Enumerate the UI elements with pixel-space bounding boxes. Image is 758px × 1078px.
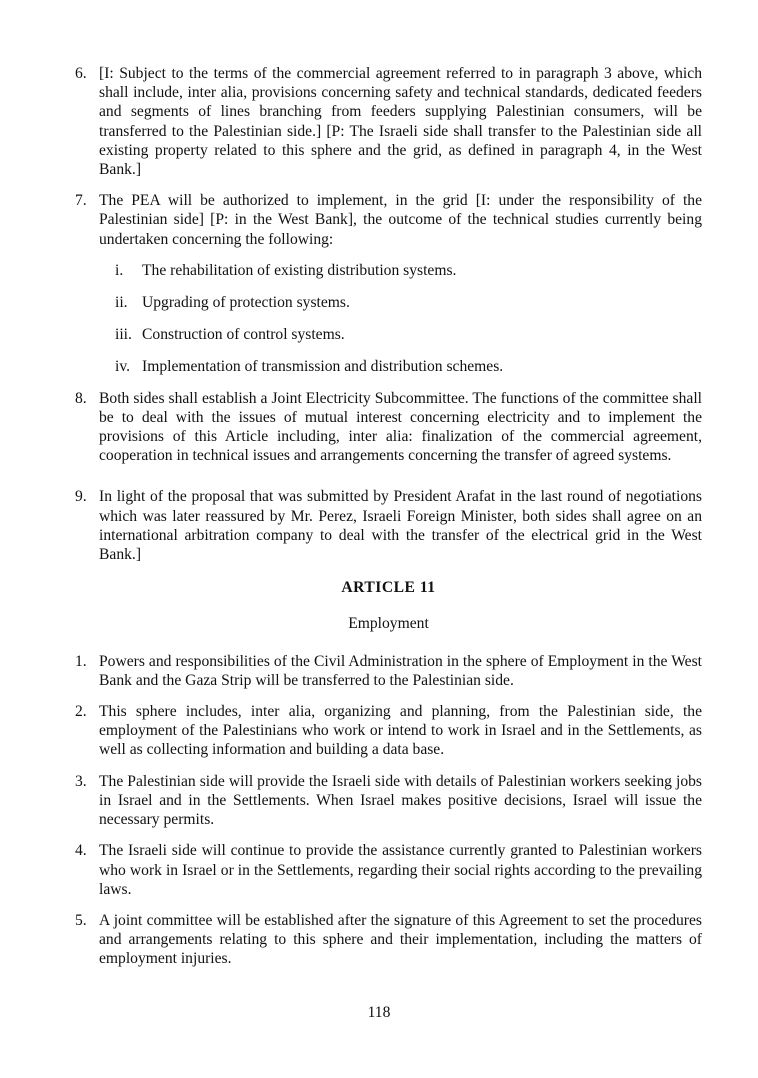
sub-item-text: Implementation of transmission and distribution schemes. xyxy=(142,358,504,376)
numbered-item-9 xyxy=(75,487,702,564)
item-marker: 2. xyxy=(75,703,87,721)
sub-item-marker: i. xyxy=(115,261,124,279)
sub-item-i xyxy=(115,261,702,280)
numbered-item-8 xyxy=(75,389,702,466)
numbered-item-5 xyxy=(75,911,702,969)
sub-item-iii xyxy=(115,325,702,344)
sub-item-text: The rehabilitation of existing distribution systems. xyxy=(142,261,457,279)
numbered-item-4 xyxy=(75,841,702,899)
item-marker: 7. xyxy=(75,192,87,210)
item-marker: 1. xyxy=(75,652,87,670)
sub-item-marker: iii. xyxy=(115,326,132,344)
item-marker: 9. xyxy=(75,488,87,506)
sub-item-text: Construction of control systems. xyxy=(142,326,345,344)
item-text: [I: Subject to the terms of the commercial agreement referred to in paragraph 3 above, which shall include, inter alia, provisions concerning safety and technical standards, dedicated feeders and segments of lines branching from feeders supplying Palestinian consumers, will be transferred to the Palestinian side.] [P: The Israeli side shall transfer to the Palestinian side all existing property related to this sphere and the grid, as defined in paragraph 4, in the West Bank.] xyxy=(99,65,702,179)
article-heading: ARTICLE 11 xyxy=(341,579,436,597)
item-marker: 8. xyxy=(75,389,87,407)
item-marker: 5. xyxy=(75,911,87,929)
sub-item-iv xyxy=(115,357,702,376)
document-page xyxy=(75,64,702,981)
sub-item-text: Upgrading of protection systems. xyxy=(142,294,350,312)
item-marker: 4. xyxy=(75,842,87,860)
item-paragraph: The PEA will be authorized to implement, in the grid [I: under the responsibility of the Palestinian side] [P: in the West Bank], the outcome of the technical studies currently being undertaken concerning the following: xyxy=(99,192,702,248)
item-marker: 3. xyxy=(75,772,87,790)
item-text: The Israeli side will continue to provide the assistance currently granted to Palestinian workers who work in Israel or in the Settlements, regarding their social rights according to the prevailing laws. xyxy=(99,842,702,898)
page-number: 118 xyxy=(367,1004,391,1021)
sub-item-marker: ii. xyxy=(115,294,128,312)
article-subtitle: Employment xyxy=(348,615,429,633)
numbered-item-2 xyxy=(75,702,702,760)
sub-item-ii xyxy=(115,293,702,312)
numbered-item-1 xyxy=(75,652,702,690)
item-text: This sphere includes, inter alia, organizing and planning, from the Palestinian side, the employment of the Palestinians who work or intend to work in Israel and in the Settlements, as well as collecting information and building a data base. xyxy=(99,703,702,759)
item-text: Powers and responsibilities of the Civil Administration in the sphere of Employment in the West Bank and the Gaza Strip will be transferred to the Palestinian side. xyxy=(99,652,702,689)
item-text: In light of the proposal that was submitted by President Arafat in the last round of negotiations which was later reassured by Mr. Perez, Israeli Foreign Minister, both sides shall agree on an international arbitration company to deal with the transfer of the electrical grid in the West Bank.] xyxy=(99,488,702,564)
roman-sublist xyxy=(115,261,702,377)
item-text: A joint committee will be established after the signature of this Agreement to set the procedures and arrangements relating to this sphere and their implementation, including the matters of employment injuries. xyxy=(99,911,702,968)
numbered-item-6 xyxy=(75,64,702,179)
numbered-item-7 xyxy=(75,191,702,376)
sub-item-marker: iv. xyxy=(115,358,131,376)
item-text xyxy=(99,191,702,376)
numbered-item-3 xyxy=(75,772,702,830)
item-marker: 6. xyxy=(75,65,87,82)
item-text: Both sides shall establish a Joint Electricity Subcommittee. The functions of the committee shall be to deal with the issues of mutual interest concerning electricity and to implement the provisions of this Article including, inter alia: finalization of the commercial agreement, cooperation in technical issues and arrangements concerning the transfer of agreed systems. xyxy=(99,389,702,465)
item-text: The Palestinian side will provide the Israeli side with details of Palestinian workers seeking jobs in Israel and in the Settlements. When Israel makes positive decisions, Israel will issue the necessary permits. xyxy=(99,772,702,829)
